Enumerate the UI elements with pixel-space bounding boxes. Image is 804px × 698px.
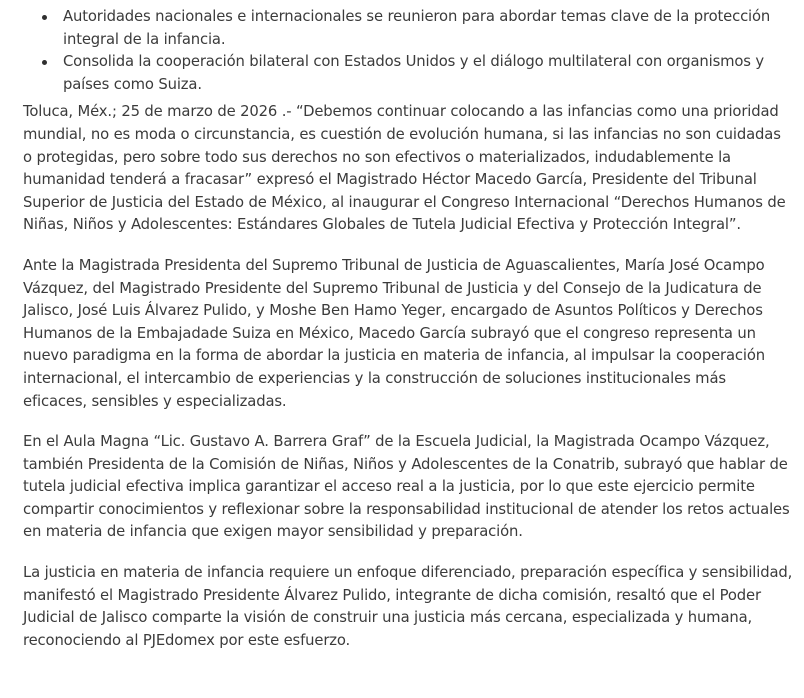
article-paragraph: Toluca, Méx.; 25 de marzo de 2026 .- “Debemos continuar colocando a las infancias como una prioridad mundial, no es moda o circunstancia, es cuestión de evolución humana, si las infancias no son cuidadas o protegidas, pero sobre todo sus derechos no son efectivos o materializados, indudablemente la humanidad tenderá a fracasar” expresó el Magistrado Héctor Macedo García, Presidente del Tribunal Superior de Justicia del Estado de México, al inaugurar el Congreso Internacional “Derechos Humanos de Niñas, Niños y Adolescentes: Estándares Globales de Tutela Judicial Efectiva y Protección Integral”. <box>23 103 786 234</box>
highlight-item: Autoridades nacionales e internacionales se reunieron para abordar temas clave de la protección integral de la infancia. <box>63 6 793 51</box>
highlights-list <box>23 6 793 96</box>
article-paragraph: En el Aula Magna “Lic. Gustavo A. Barrera Graf” de la Escuela Judicial, la Magistrada Ocampo Vázquez, también Presidenta de la Comisión de Niñas, Niños y Adolescentes de la Conatrib, subrayó que hablar de tutela judicial efectiva implica garantizar el acceso real a la justicia, por lo que este ejercicio permite compartir conocimientos y reflexionar sobre la responsabilidad institucional de atender los retos actuales en materia de infancia que exigen mayor sensibilidad y preparación. <box>23 433 790 541</box>
highlight-item: Consolida la cooperación bilateral con Estados Unidos y el diálogo multilateral con organismos y países como Suiza. <box>63 51 793 96</box>
article-paragraph: Ante la Magistrada Presidenta del Supremo Tribunal de Justicia de Aguascalientes, María José Ocampo Vázquez, del Magistrado Presidente del Supremo Tribunal de Justicia y del Consejo de la Judicatura de Jalisco, José Luis Álvarez Pulido, y Moshe Ben Hamo Yeger, encargado de Asuntos Políticos y Derechos Humanos de la Embajadade Suiza en México, Macedo García subrayó que el congreso representa un nuevo paradigma en la forma de abordar la justicia en materia de infancia, al impulsar la cooperación internacional, el intercambio de experiencias y la construcción de soluciones institucionales más eficaces, sensibles y especializadas. <box>23 256 765 410</box>
article-paragraph: La justicia en materia de infancia requiere un enfoque diferenciado, preparación específica y sensibilidad, manifestó el Magistrado Presidente Álvarez Pulido, integrante de dicha comisión, resaltó que el Poder Judicial de Jalisco comparte la visión de construir una justicia más cercana, especializada y humana, reconociendo al PJEdomex por este esfuerzo. <box>23 564 793 649</box>
article-body <box>23 6 793 670</box>
